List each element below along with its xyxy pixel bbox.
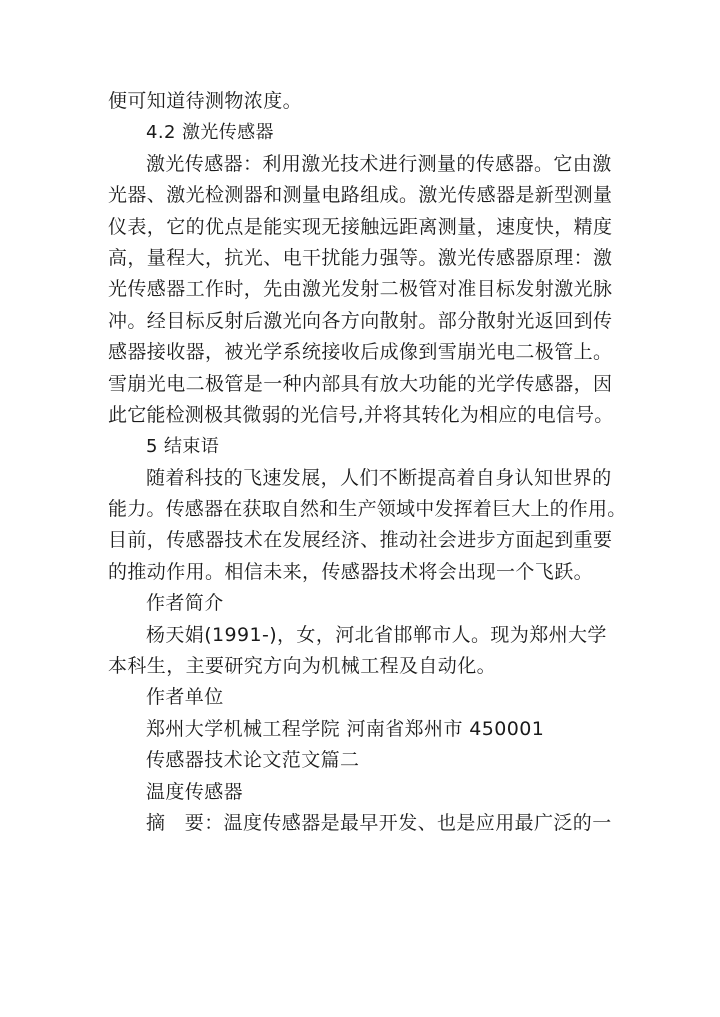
paragraph-line: 此它能检测极其微弱的光信号,并将其转化为相应的电信号。	[108, 403, 614, 426]
paragraph-line: 冲。经目标反射后激光向各方向散射。部分散射光返回到传	[108, 309, 613, 332]
paragraph-line: 光传感器工作时，先由激光发射二极管对准目标发射激光脉	[108, 278, 613, 301]
document-page	[108, 86, 627, 839]
article-subtitle: 温度传感器	[146, 780, 244, 803]
paragraph-line: 激光传感器：利用激光技术进行测量的传感器。它由激	[146, 152, 612, 175]
paragraph-line: 感器接收器，被光学系统接收后成像到雪崩光电二极管上。	[108, 341, 613, 364]
paragraph-line: 能力。传感器在获取自然和生产领域中发挥着巨大上的作用。	[108, 498, 627, 521]
paragraph-line: 目前，传感器技术在发展经济、推动社会进步方面起到重要	[108, 529, 613, 552]
article-title: 传感器技术论文范文篇二	[146, 749, 360, 772]
section-heading: 4.2 激光传感器	[146, 122, 274, 144]
paragraph-line: 的推动作用。相信未来，传感器技术将会出现一个飞跃。	[108, 560, 594, 583]
paragraph-line: 雪崩光电二极管是一种内部具有放大功能的光学传感器，因	[108, 372, 613, 395]
paragraph-line: 光器、激光检测器和测量电路组成。激光传感器是新型测量	[108, 184, 613, 207]
paragraph-line: 高，量程大，抗光、电干扰能力强等。激光传感器原理：激	[108, 246, 613, 269]
section-heading: 5 结束语	[146, 436, 220, 458]
author-unit-address: 郑州大学机械工程学院 河南省郑州市 450001	[146, 717, 545, 740]
paragraph-line: 本科生，主要研究方向为机械工程及自动化。	[108, 655, 497, 678]
author-unit-heading: 作者单位	[146, 686, 224, 709]
paragraph-line: 随着科技的飞速发展，人们不断提高着自身认知世界的	[146, 466, 612, 489]
paragraph-line: 仪表，它的优点是能实现无接触远距离测量，速度快，精度	[108, 215, 613, 238]
abstract-line: 摘 要：温度传感器是最早开发、也是应用最广泛的一	[146, 811, 612, 834]
paragraph-line: 杨天娟(1991-)，女，河北省邯郸市人。现为郑州大学	[146, 623, 607, 646]
paragraph-line: 便可知道待测物浓度。	[108, 90, 303, 112]
author-bio-heading: 作者简介	[146, 592, 224, 615]
